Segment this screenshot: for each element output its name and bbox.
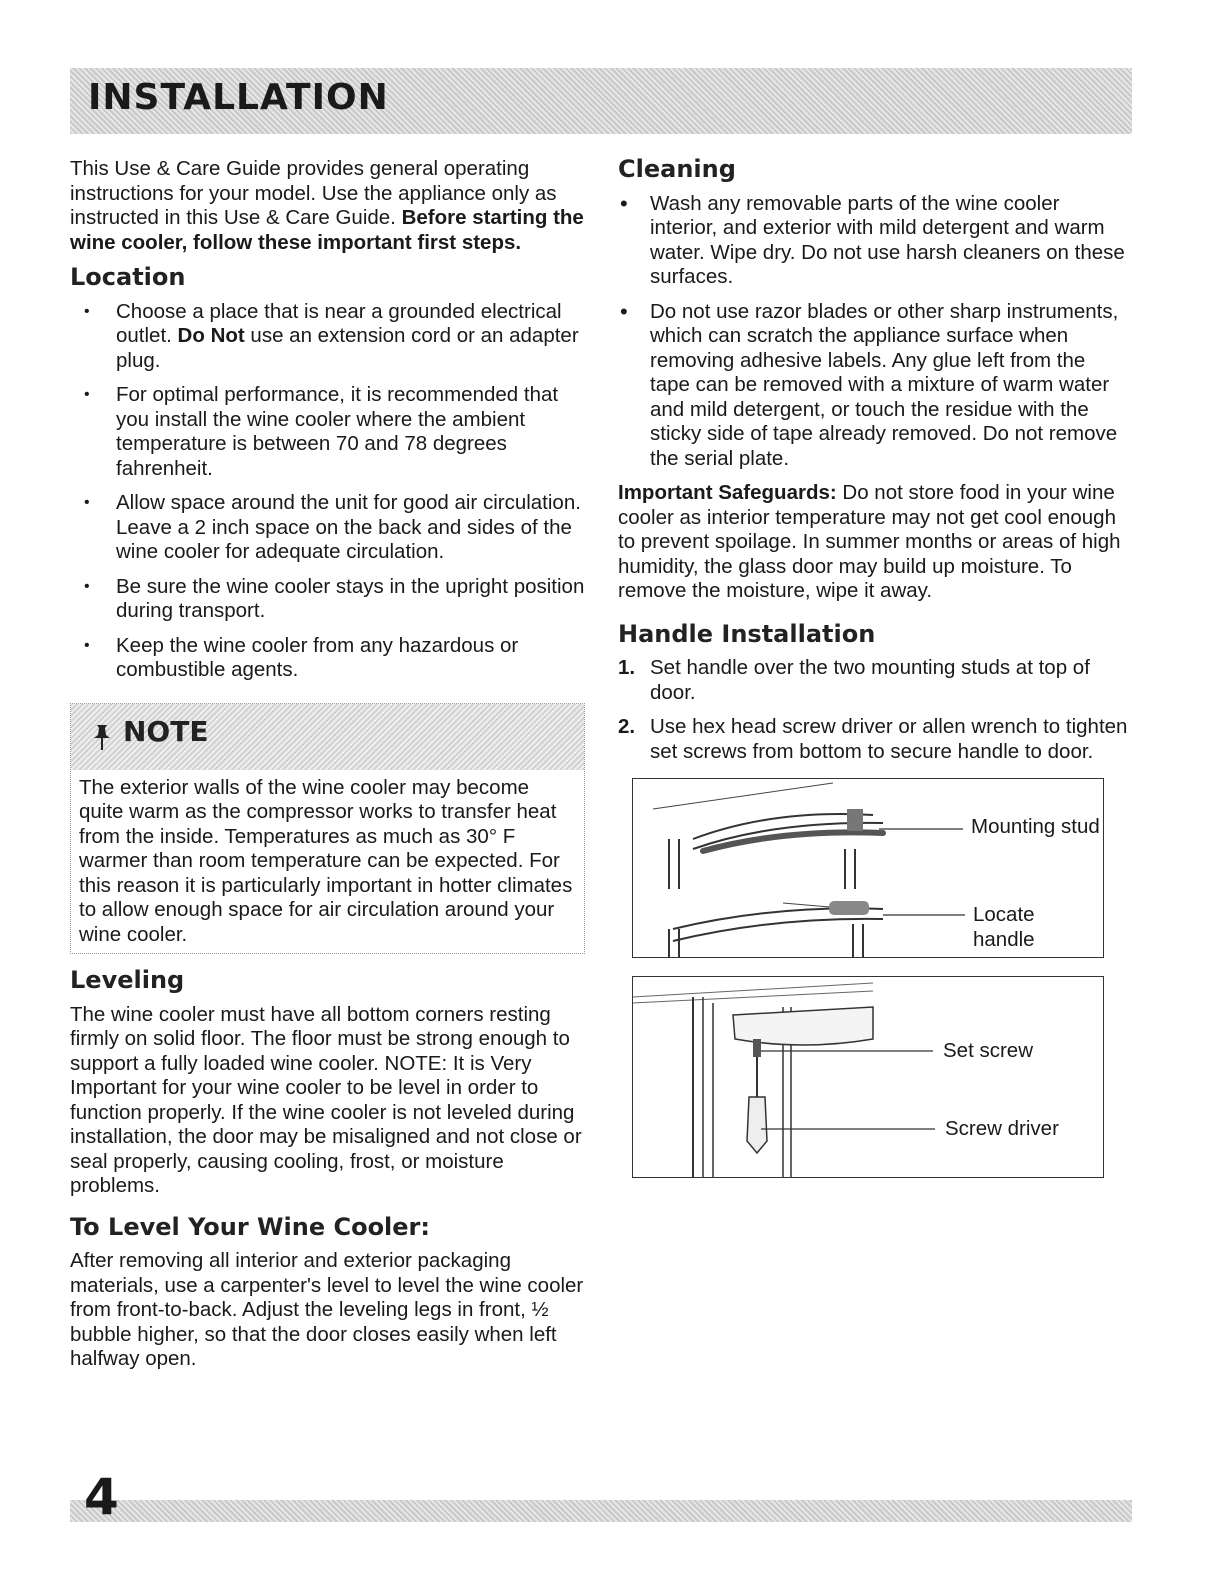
screw-driver-label: Screw driver bbox=[945, 1117, 1059, 1140]
safeguards-bold: Important Safeguards: bbox=[618, 481, 837, 504]
pushpin-icon bbox=[89, 722, 115, 752]
handle-heading: Handle Installation bbox=[618, 619, 876, 648]
cleaning-heading: Cleaning bbox=[618, 155, 736, 183]
list-item: • For optimal performance, it is recommended that you install the wine cooler where the ambient temperature is between 70 and 78 degrees fahrenheit. bbox=[70, 383, 585, 481]
leveling-text: The wine cooler must have all bottom corners resting firmly on solid floor. The floor must be strong enough to support a fully loaded wine cooler. NOTE: It is Very Important for your wine cooler to be level in order to function properly. If the wine cooler is not leveled during installation, the door may be misaligned and not close or seal properly, causing cooling, frost, or moisture problems. bbox=[70, 1002, 582, 1197]
leveling-heading: Leveling bbox=[70, 966, 185, 994]
step-text: Set handle over the two mounting studs at top of door. bbox=[650, 656, 1090, 704]
intro-bold: Before starting the wine cooler, follow these important first steps. bbox=[70, 206, 584, 254]
note-header bbox=[71, 704, 584, 770]
note-box bbox=[70, 703, 585, 955]
mounting-stud-label: Mounting stud bbox=[971, 815, 1100, 838]
intro-paragraph bbox=[70, 157, 585, 255]
locate-handle-label: Locate handle bbox=[971, 903, 1103, 952]
location-item-1-a: Choose a place that is near a grounded electrical outlet. bbox=[116, 299, 562, 347]
set-screw-illustration bbox=[633, 977, 1103, 1177]
list-item: • Be sure the wine cooler stays in the upright position during transport. bbox=[70, 575, 585, 624]
list-item bbox=[70, 300, 585, 374]
safeguards-text: Do not store food in your wine cooler as interior temperature may not get cool enough to prevent spoilage. In summer months or areas of high humidity, the glass door may build up moisture. To remove the moisture, wipe it away. bbox=[618, 481, 1121, 602]
right-column bbox=[618, 157, 1128, 1178]
handle-mounting-figure bbox=[632, 778, 1104, 958]
location-list bbox=[70, 300, 585, 683]
list-item: • Keep the wine cooler from any hazardous or combustible agents. bbox=[70, 634, 585, 683]
note-text: The exterior walls of the wine cooler may become quite warm as the compressor works to transfer heat from the inside. Temperatures as much as 30° F warmer than room temperature can be expected. For this reason it is particularly important in hotter climates to allow enough space for air circulation around your wine cooler. bbox=[79, 775, 573, 946]
cleaning-list bbox=[618, 192, 1128, 472]
set-screw-figure bbox=[632, 976, 1104, 1178]
intro-text: This Use & Care Guide provides general operating instructions for your model. Use the appliance only as instructed in this Use & Care Guide. bbox=[70, 157, 557, 229]
list-item: • Do not use razor blades or other sharp instruments, which can scratch the appliance surface when removing adhesive labels. Any glue left from the tape can be removed with a mixture of warm water and mild detergent, or touch the residue with the sticky side of tape already removed. Do not remove the serial plate. bbox=[618, 300, 1128, 472]
list-item: • Allow space around the unit for good air circulation. Leave a 2 inch space on the back and sides of the wine cooler for adequate circulation. bbox=[70, 491, 585, 565]
left-column bbox=[70, 157, 585, 1380]
section-banner bbox=[70, 68, 1132, 134]
step-number: 1. bbox=[618, 656, 636, 679]
safeguards-paragraph bbox=[618, 481, 1128, 604]
handle-steps bbox=[618, 656, 1128, 764]
location-item-1-bold: Do Not bbox=[177, 324, 245, 347]
list-item bbox=[618, 656, 1128, 705]
list-item: • Wash any removable parts of the wine cooler interior, and exterior with mild detergent and warm water. Wipe dry. Do not use harsh cleaners on these surfaces. bbox=[618, 192, 1128, 290]
level-your-text: After removing all interior and exterior packaging materials, use a carpenter's level to level the wine cooler from front-to-back. Adjust the leveling legs in front, ½ bubble higher, so that the door closes easily when left halfway open. bbox=[70, 1249, 584, 1370]
location-heading: Location bbox=[70, 263, 186, 291]
location-item-1-b: use an extension cord or an adapter plug. bbox=[116, 324, 579, 372]
note-label: NOTE bbox=[123, 714, 209, 748]
level-your-heading: To Level Your Wine Cooler: bbox=[70, 1212, 430, 1241]
step-text: Use hex head screw driver or allen wrench to tighten set screws from bottom to secure handle to door. bbox=[650, 715, 1128, 763]
set-screw-label: Set screw bbox=[943, 1039, 1033, 1062]
page-number: 4 bbox=[84, 1468, 119, 1526]
footer-bar bbox=[70, 1500, 1132, 1522]
step-number: 2. bbox=[618, 715, 636, 738]
page-title: INSTALLATION bbox=[88, 77, 389, 118]
list-item bbox=[618, 715, 1128, 764]
